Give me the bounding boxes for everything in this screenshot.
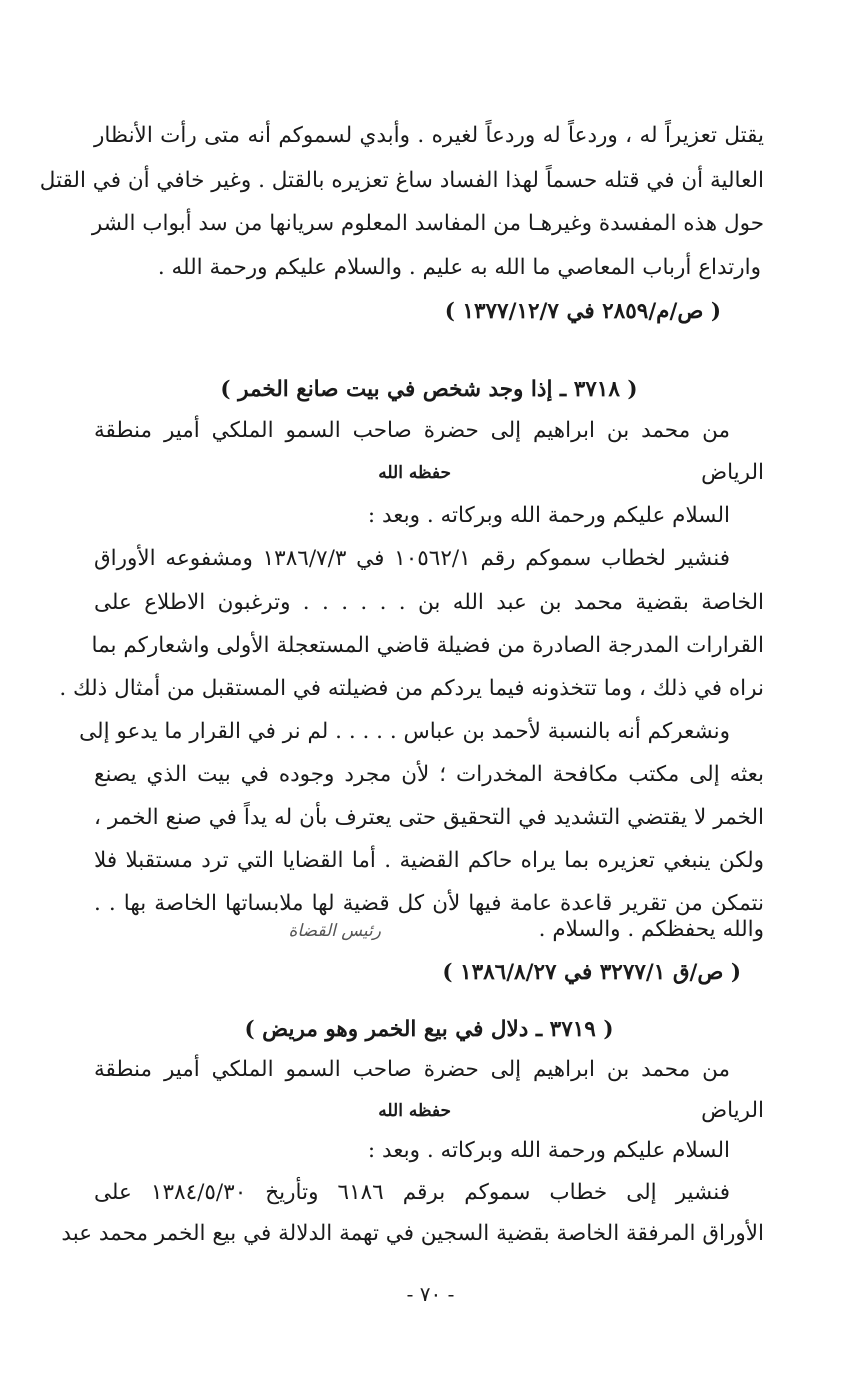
letter-from-line: من محمد بن ابراهيم إلى حضرة صاحب السمو الملكي أمير منطقة xyxy=(94,418,730,443)
reference-citation: ( ص/ق ٣٢٧٧/١ في ١٣٨٦/٨/٢٧ ) xyxy=(442,960,741,985)
addressee: الرياض xyxy=(701,460,764,485)
paragraph-line: نتمكن من تقرير قاعدة عامة فيها لأن كل قضية لها ملابساتها الخاصة بها . . xyxy=(94,891,764,916)
paragraph-line: فنشير لخطاب سموكم رقم ١٠٥٦٢/١ في ١٣٨٦/٧/٣ ومشفوعه الأوراق xyxy=(94,546,730,571)
reference-citation: ( ص/م/٢٨٥٩ في ١٣٧٧/١٢/٧ ) xyxy=(444,299,721,324)
blessing: حفظه الله xyxy=(378,1101,451,1121)
paragraph-line: يقتل تعزيراً له ، وردعاً له وردعاً لغيره . وأبدي لسموكم أنه متى رأت الأنظار xyxy=(94,123,764,148)
paragraph-line: وارتداع أرباب المعاصي ما الله به عليم . والسلام عليكم ورحمة الله . xyxy=(157,255,761,280)
paragraph-line: فنشير إلى خطاب سموكم برقم ٦١٨٦ وتأريخ ١٣٨٤/٥/٣٠ على xyxy=(94,1180,730,1205)
greeting: السلام عليكم ورحمة الله وبركاته . وبعد : xyxy=(367,503,730,528)
closing: والله يحفظكم . والسلام . xyxy=(538,917,764,942)
addressee: الرياض xyxy=(701,1098,764,1123)
page-number: - ٧٠ - xyxy=(406,1282,455,1306)
letter-from-line: من محمد بن ابراهيم إلى حضرة صاحب السمو الملكي أمير منطقة xyxy=(94,1057,730,1082)
paragraph-line: ولكن ينبغي تعزيره بما يراه حاكم القضية . أما القضايا التي ترد مستقبلا فلا xyxy=(94,848,764,873)
paragraph-line: حول هذه المفسدة وغيرهـا من المفاسد المعلوم سريانها من سد أبواب الشر xyxy=(91,211,764,236)
paragraph-line: نراه في ذلك ، وما تتخذونه فيما يردكم من فضيلته في المستقبل من أمثال ذلك . xyxy=(59,676,764,701)
paragraph-line: الخاصة بقضية محمد بن عبد الله بن . . . . . . وترغبون الاطلاع على xyxy=(94,590,764,615)
paragraph-line: بعثه إلى مكتب مكافحة المخدرات ؛ لأن مجرد وجوده في بيت الذي يصنع xyxy=(94,762,764,787)
section-heading: ( ٣٧١٩ ـ دلال في بيع الخمر وهو مريض ) xyxy=(244,1017,614,1042)
paragraph-line: الأوراق المرفقة الخاصة بقضية السجين في تهمة الدلالة في بيع الخمر محمد عبد xyxy=(61,1221,764,1246)
paragraph-line: القرارات المدرجة الصادرة من فضيلة قاضي المستعجلة الأولى واشعاركم بما xyxy=(91,633,764,658)
section-heading: ( ٣٧١٨ ـ إذا وجد شخص في بيت صانع الخمر ) xyxy=(220,377,638,402)
paragraph-line: الخمر لا يقتضي التشديد في التحقيق حتى يعترف بأن له يداً في صنع الخمر ، xyxy=(94,805,764,830)
paragraph-line: العالية أن في قتله حسماً لهذا الفساد ساغ تعزيره بالقتل . وغير خافي أن في القتل xyxy=(39,168,764,193)
greeting: السلام عليكم ورحمة الله وبركاته . وبعد : xyxy=(367,1138,730,1163)
signature: رئيس القضاة xyxy=(288,921,381,941)
paragraph-line: ونشعركم أنه بالنسبة لأحمد بن عباس . . . . . لم نر في القرار ما يدعو إلى xyxy=(79,719,730,744)
blessing: حفظه الله xyxy=(378,463,451,483)
